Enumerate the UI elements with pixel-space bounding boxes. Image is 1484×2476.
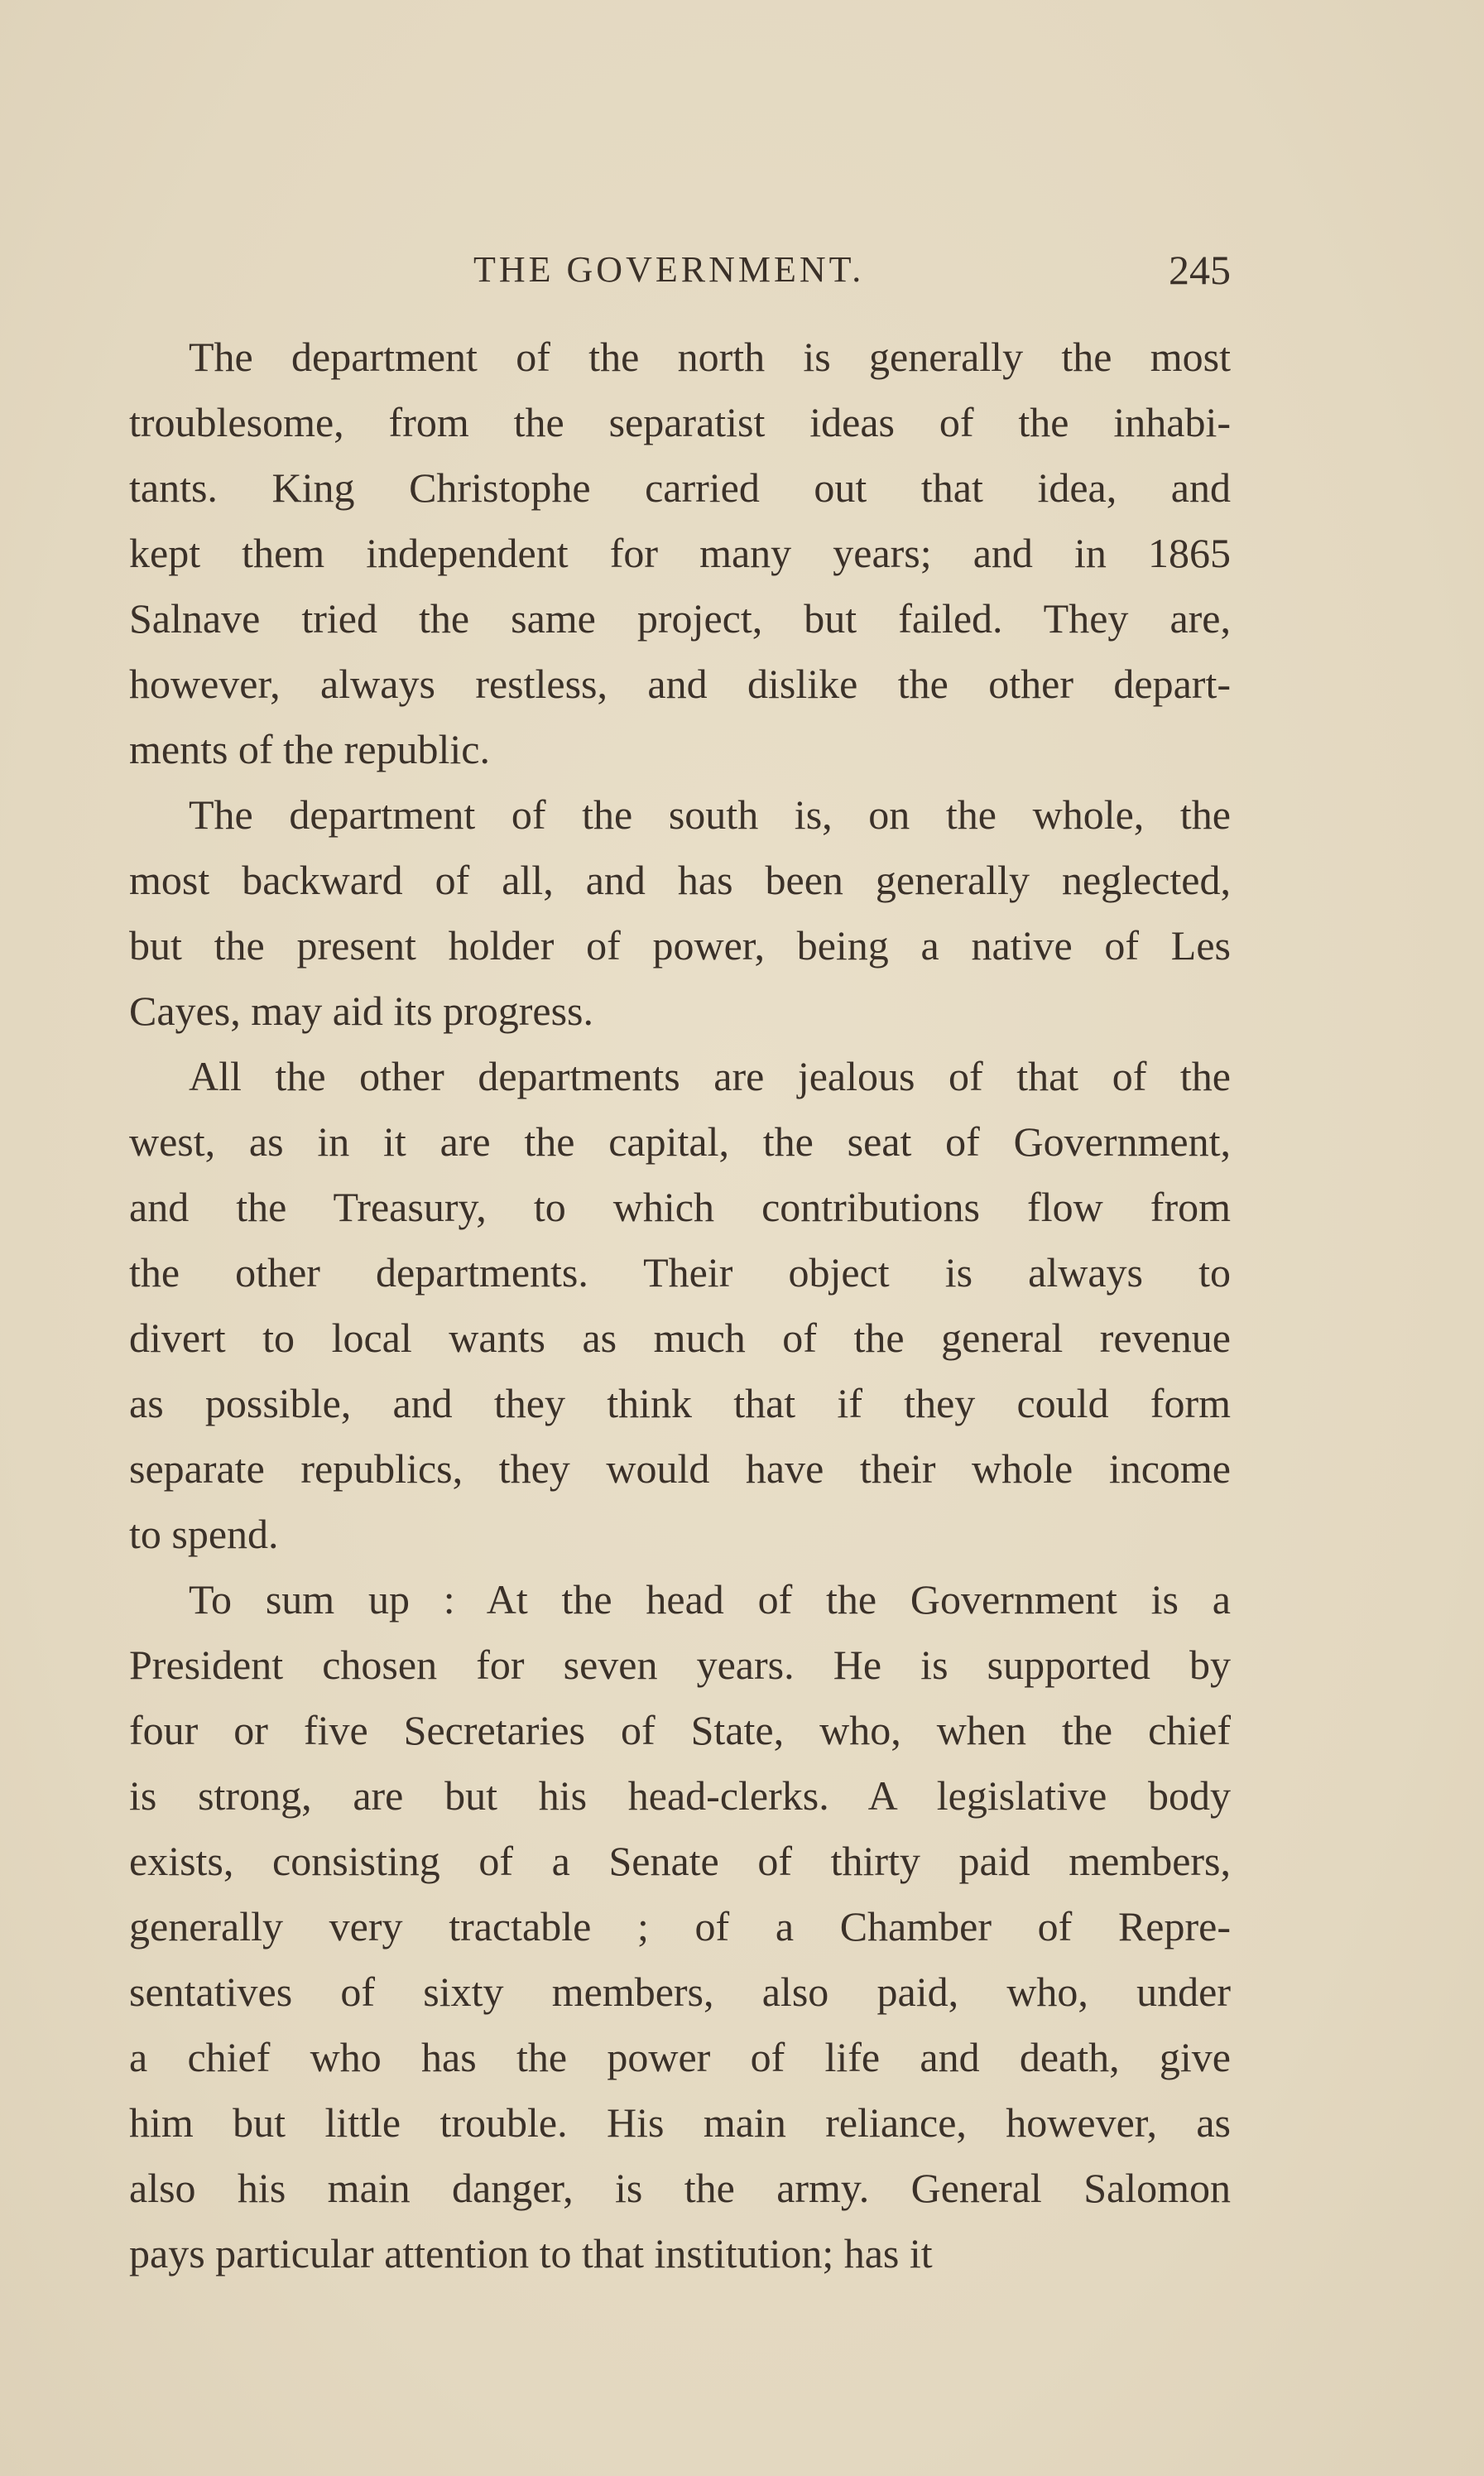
paragraph <box>129 782 1231 1044</box>
text-line: most backward of all, and has been generally neglected, <box>129 857 1231 903</box>
paragraph <box>129 325 1231 782</box>
text-line: kept them independent for many years; and in 1865 <box>129 530 1231 576</box>
text-line: but the present holder of power, being a native of Les <box>129 922 1231 969</box>
paragraph <box>129 1567 1231 2286</box>
text-line: pays particular attention to that institution; has it <box>129 2230 933 2276</box>
text-line: The department of the north is generally the most <box>189 334 1231 380</box>
text-line: divert to local wants as much of the general revenue <box>129 1315 1231 1361</box>
page-number: 245 <box>1169 247 1231 293</box>
text-line: troublesome, from the separatist ideas of the inhabi- <box>129 399 1231 445</box>
text-line: and the Treasury, to which contributions flow from <box>129 1184 1231 1230</box>
text-line: To sum up : At the head of the Government is a <box>189 1576 1231 1623</box>
text-line: is strong, are but his head-clerks. A legislative body <box>129 1772 1231 1819</box>
text-line: the other departments. Their object is always to <box>129 1249 1231 1296</box>
text-line: Cayes, may aid its progress. <box>129 988 594 1034</box>
text-line: generally very tractable ; of a Chamber of Repre- <box>129 1903 1231 1950</box>
text-line: a chief who has the power of life and death, give <box>129 2034 1231 2080</box>
text-line: President chosen for seven years. He is supported by <box>129 1642 1231 1688</box>
text-line: four or five Secretaries of State, who, when the chief <box>129 1707 1231 1753</box>
body-text <box>129 325 1231 2286</box>
text-line: exists, consisting of a Senate of thirty paid members, <box>129 1838 1231 1884</box>
text-line: as possible, and they think that if they could form <box>129 1380 1231 1426</box>
text-line: tants. King Christophe carried out that idea, and <box>129 464 1231 511</box>
text-line: to spend. <box>129 1511 279 1557</box>
text-line: however, always restless, and dislike the other depart- <box>129 661 1231 707</box>
text-line: also his main danger, is the army. General Salomon <box>129 2165 1231 2211</box>
text-line: ments of the republic. <box>129 726 490 772</box>
text-line: All the other departments are jealous of that of the <box>189 1053 1231 1099</box>
chapter-title: THE GOVERNMENT. <box>473 249 865 290</box>
text-line: Salnave tried the same project, but failed. They are, <box>129 595 1231 642</box>
paragraph <box>129 1044 1231 1567</box>
text-line: him but little trouble. His main reliance, however, as <box>129 2099 1231 2146</box>
running-head <box>129 245 1231 295</box>
text-line: west, as in it are the capital, the seat of Government, <box>129 1118 1231 1165</box>
text-line: The department of the south is, on the whole, the <box>189 791 1231 838</box>
text-line: sentatives of sixty members, also paid, who, under <box>129 1969 1231 2015</box>
text-line: separate republics, they would have their whole income <box>129 1445 1231 1492</box>
